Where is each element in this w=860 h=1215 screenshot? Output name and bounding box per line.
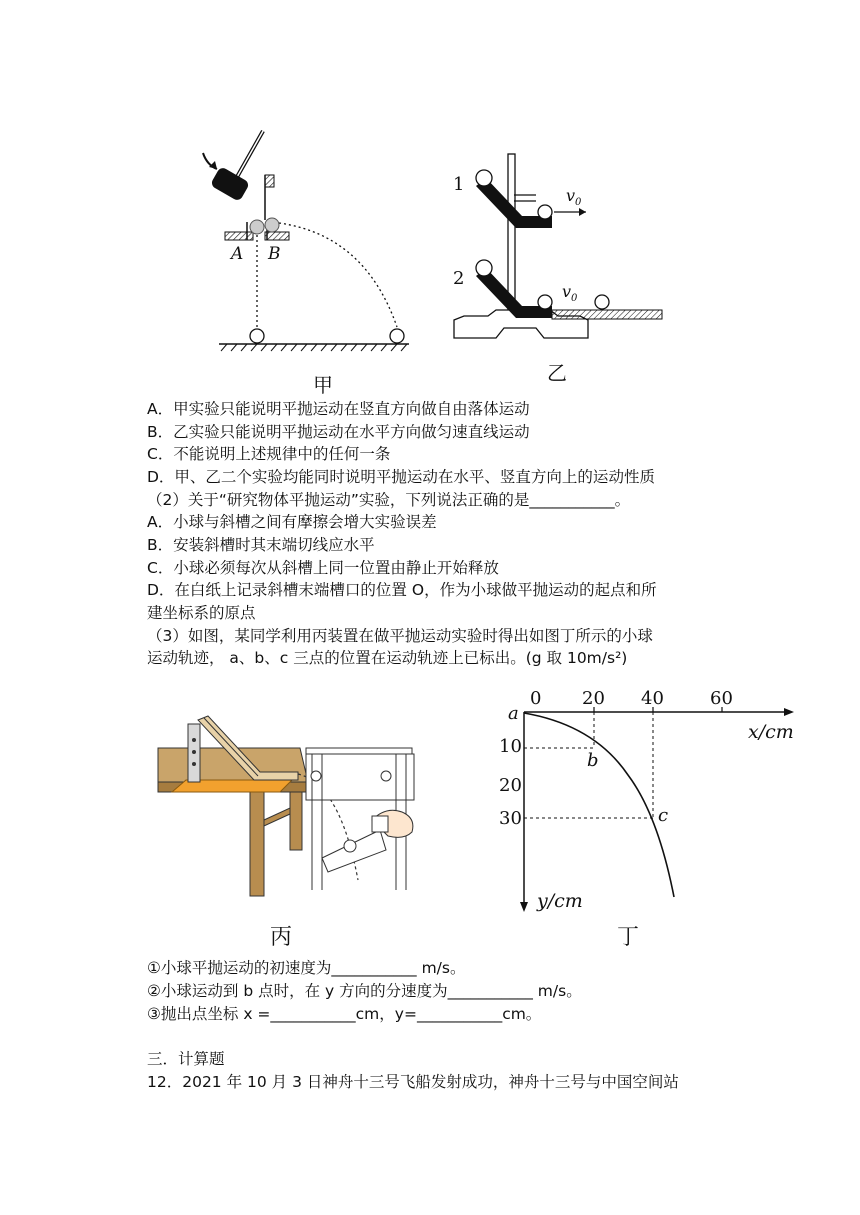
horizontal-plank [552,310,662,319]
figure-jia-label: 甲 [313,373,333,397]
point-b-label: B [268,244,281,264]
ball-a [250,220,264,234]
q2-option-a: A．小球与斜槽之间有摩擦会增大实验误差 [147,513,437,531]
ramp-2-number: 2 [453,268,465,289]
q2-option-c: C．小球必须每次从斜槽上同一位置由静止开始释放 [147,559,499,577]
q2-option-d: D．在白纸上记录斜槽末端槽口的位置 O，作为小球做平抛运动的起点和所 [147,581,657,599]
ball-b [265,218,279,232]
x-tick-20: 20 [582,688,605,709]
ground-hatch [221,344,407,351]
q1-option-b: B．乙实验只能说明平抛运动在水平方向做匀速直线运动 [147,423,530,441]
figure-bing-label: 丙 [270,925,293,950]
hammer-head [210,166,250,202]
q3-stem-line1: （3）如图，某同学利用丙装置在做平抛运动实验时得出如图丁所示的小球 [147,627,653,645]
table-leg-left [250,792,264,896]
v0-label-top: $v_0$ [566,186,582,209]
q2-option-b: B．安装斜槽时其末端切线应水平 [147,536,375,554]
y-tick-30: 30 [499,808,522,829]
landed-ball-a [250,329,264,343]
figure-jia-diagram [195,125,425,360]
table-leg-right [290,792,302,850]
y-tick-20: 20 [499,775,522,796]
point-c: c [658,805,669,826]
figure-bing-diagram [150,700,420,900]
flag [265,175,274,187]
x-tick-40: 40 [641,688,664,709]
y-axis-label: y/cm [537,890,583,912]
ramp2-top-ball [476,260,492,276]
q3-sub-2: ②小球运动到 b 点时，在 y 方向的分速度为___________ m/s。 [147,982,582,1000]
ramp1-top-ball [476,170,492,186]
figure-yi-diagram [440,150,670,350]
v0-label-bottom: $v_0$ [562,282,578,305]
q1-option-d: D．甲、乙二个实验均能同时说明平抛运动在水平、竖直方向上的运动性质 [147,468,655,486]
figure-ding-graph [498,685,803,915]
x-tick-60: 60 [710,688,733,709]
platform-right [265,232,289,240]
q3-sub-3: ③抛出点坐标 x =___________cm，y=___________cm。 [147,1005,542,1023]
x-tick-0: 0 [530,688,542,709]
platform-left [225,232,253,240]
figure-yi-label: 乙 [547,361,567,385]
horizontal-ball [595,295,609,309]
question-12: 12．2021 年 10 月 3 日神舟十三号飞船发射成功，神舟十三号与中国空间站 [147,1073,679,1091]
q2-option-d-cont: 建坐标系的原点 [147,604,256,622]
trajectory-curve [524,713,674,897]
origin-point-a: a [508,703,519,724]
vertical-board [306,748,412,754]
point-b: b [587,750,599,771]
landed-ball-b [390,329,404,343]
point-a-label: A [231,244,244,264]
q1-option-a: A．甲实验只能说明平抛运动在竖直方向做自由落体运动 [147,400,530,418]
section-heading: 三．计算题 [147,1050,225,1068]
q3-stem-line2: 运动轨迹， a、b、c 三点的位置在运动轨迹上已标出。(g 取 10m/s²) [147,649,628,667]
q2-stem: （2）关于“研究物体平抛运动”实验，下列说法正确的是___________。 [147,491,631,509]
ramp2-end-ball [538,295,552,309]
figure-ding-label: 丁 [617,925,640,950]
q3-sub-1: ①小球平抛运动的初速度为___________ m/s。 [147,959,466,977]
y-tick-10: 10 [499,736,522,757]
ramp-1-number: 1 [453,174,465,195]
parabola-path [279,223,397,327]
ramp1-end-ball [538,205,552,219]
x-axis-label: x/cm [748,721,794,743]
q1-option-c: C．不能说明上述规律中的任何一条 [147,445,391,463]
